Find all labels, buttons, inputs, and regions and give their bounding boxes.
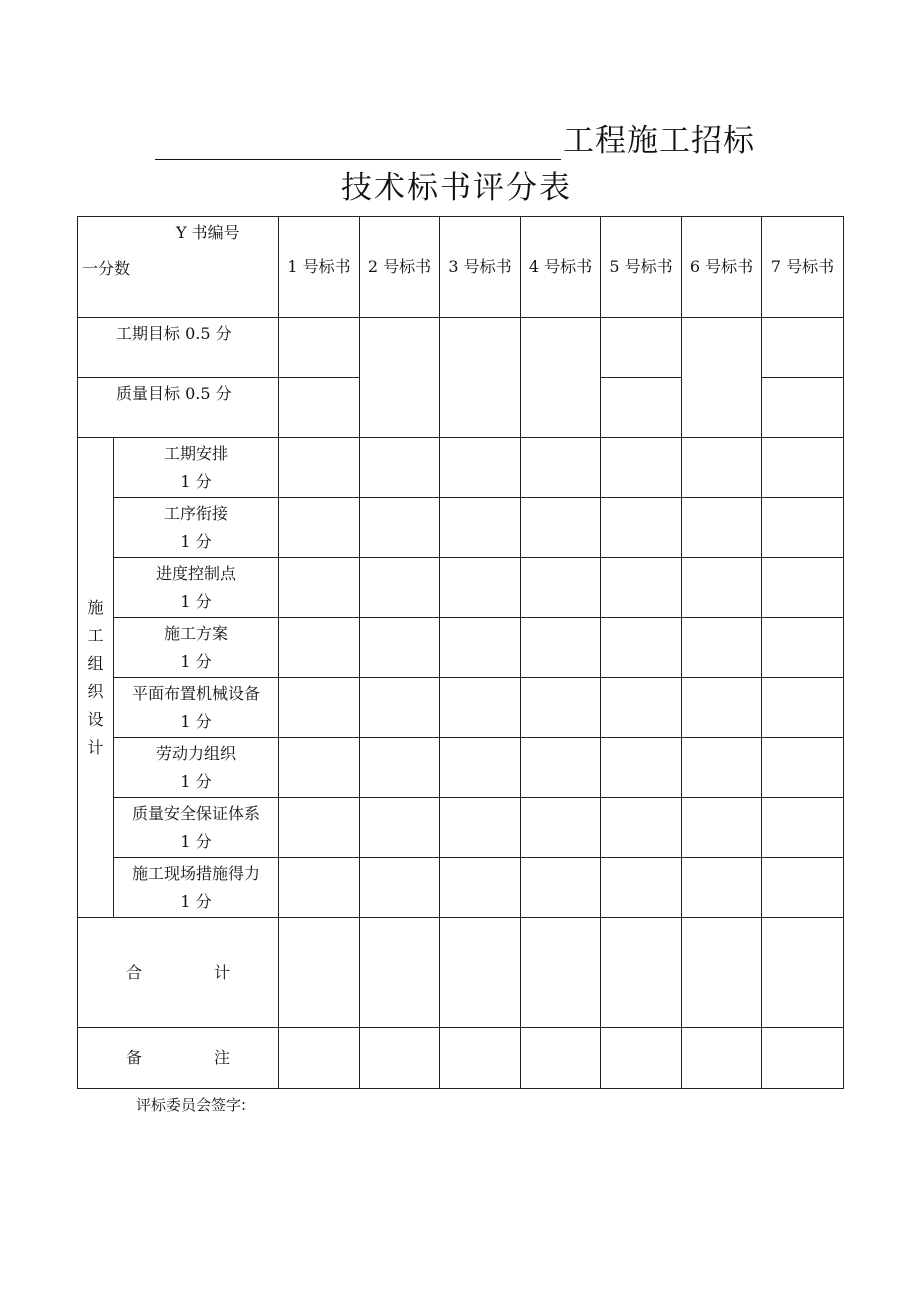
score-cell[interactable] <box>682 438 762 498</box>
item-label: 平面布置机械设备 1 分 <box>114 678 279 738</box>
score-cell[interactable] <box>601 858 682 918</box>
score-cell[interactable] <box>279 558 360 618</box>
score-cell[interactable] <box>762 738 844 798</box>
score-cell[interactable] <box>682 318 762 438</box>
score-cell[interactable] <box>521 558 601 618</box>
item-row <box>78 618 844 678</box>
score-cell[interactable] <box>440 858 521 918</box>
title-suffix: 工程施工招标 <box>563 123 755 159</box>
score-cell[interactable] <box>521 318 601 438</box>
item-row <box>78 858 844 918</box>
total-cell[interactable] <box>279 918 360 1028</box>
score-cell[interactable] <box>360 318 440 438</box>
score-cell[interactable] <box>762 618 844 678</box>
score-cell[interactable] <box>440 318 521 438</box>
bid-header: 6 号标书 <box>682 217 762 318</box>
score-cell[interactable] <box>601 678 682 738</box>
score-cell[interactable] <box>440 438 521 498</box>
total-cell[interactable] <box>440 918 521 1028</box>
remark-label: 备 注 <box>78 1028 279 1089</box>
score-cell[interactable] <box>521 858 601 918</box>
score-cell[interactable] <box>682 498 762 558</box>
score-cell[interactable] <box>279 378 360 438</box>
score-cell[interactable] <box>762 678 844 738</box>
group-label-construction-design: 施 工 组 织 设 计 <box>78 438 114 918</box>
item-row <box>78 738 844 798</box>
score-cell[interactable] <box>360 678 440 738</box>
score-cell[interactable] <box>762 558 844 618</box>
score-cell[interactable] <box>521 498 601 558</box>
bid-header: 1 号标书 <box>279 217 360 318</box>
total-row <box>78 918 844 1028</box>
document-title <box>155 115 920 159</box>
remark-cell[interactable] <box>279 1028 360 1089</box>
score-cell[interactable] <box>682 618 762 678</box>
bid-header: 2 号标书 <box>360 217 440 318</box>
score-cell[interactable] <box>762 498 844 558</box>
remark-cell[interactable] <box>440 1028 521 1089</box>
score-cell[interactable] <box>521 618 601 678</box>
score-cell[interactable] <box>521 738 601 798</box>
committee-signature-label: 评标委员会签字: <box>136 1096 247 1114</box>
item-row <box>78 798 844 858</box>
item-label: 施工现场措施得力 1 分 <box>114 858 279 918</box>
score-cell[interactable] <box>279 618 360 678</box>
score-cell[interactable] <box>360 858 440 918</box>
score-cell[interactable] <box>601 558 682 618</box>
item-row <box>78 678 844 738</box>
score-cell[interactable] <box>601 738 682 798</box>
score-cell[interactable] <box>521 438 601 498</box>
total-cell[interactable] <box>521 918 601 1028</box>
score-cell[interactable] <box>360 438 440 498</box>
bid-header: 5 号标书 <box>601 217 682 318</box>
score-cell[interactable] <box>440 498 521 558</box>
score-cell[interactable] <box>440 798 521 858</box>
score-cell[interactable] <box>360 498 440 558</box>
total-cell[interactable] <box>601 918 682 1028</box>
score-cell[interactable] <box>440 738 521 798</box>
score-cell[interactable] <box>279 678 360 738</box>
item-row <box>78 438 844 498</box>
item-label: 质量安全保证体系 1 分 <box>114 798 279 858</box>
score-cell[interactable] <box>279 798 360 858</box>
score-cell[interactable] <box>762 438 844 498</box>
score-cell[interactable] <box>601 378 682 438</box>
score-cell[interactable] <box>762 798 844 858</box>
score-cell[interactable] <box>682 558 762 618</box>
schedule-target-label: 工期目标 0.5 分 <box>78 318 279 378</box>
score-cell[interactable] <box>521 678 601 738</box>
remark-cell[interactable] <box>521 1028 601 1089</box>
score-cell[interactable] <box>682 738 762 798</box>
score-cell[interactable] <box>279 498 360 558</box>
remark-cell[interactable] <box>601 1028 682 1089</box>
score-cell[interactable] <box>360 738 440 798</box>
score-cell[interactable] <box>682 858 762 918</box>
item-label: 施工方案 1 分 <box>114 618 279 678</box>
score-cell[interactable] <box>279 738 360 798</box>
score-cell[interactable] <box>360 798 440 858</box>
total-cell[interactable] <box>762 918 844 1028</box>
score-cell[interactable] <box>360 618 440 678</box>
target-row-schedule <box>78 318 844 378</box>
score-cell[interactable] <box>601 438 682 498</box>
total-cell[interactable] <box>682 918 762 1028</box>
score-cell[interactable] <box>521 798 601 858</box>
score-cell[interactable] <box>762 858 844 918</box>
total-label: 合 计 <box>78 918 279 1028</box>
remark-row <box>78 1028 844 1089</box>
corner-bottom-label: 一分数 <box>82 259 131 278</box>
item-row <box>78 498 844 558</box>
score-cell[interactable] <box>440 678 521 738</box>
score-cell[interactable] <box>682 798 762 858</box>
item-label: 工序衔接 1 分 <box>114 498 279 558</box>
header-row <box>78 217 844 318</box>
score-cell[interactable] <box>440 558 521 618</box>
corner-top-label: Y 书编号 <box>176 223 240 242</box>
project-name-blank[interactable] <box>155 129 561 160</box>
document-subtitle: 技术标书评分表 <box>341 170 572 206</box>
bid-header: 3 号标书 <box>440 217 521 318</box>
remark-cell[interactable] <box>360 1028 440 1089</box>
corner-header-cell <box>78 217 279 318</box>
score-cell[interactable] <box>279 858 360 918</box>
score-cell[interactable] <box>279 438 360 498</box>
quality-target-label: 质量目标 0.5 分 <box>78 378 279 438</box>
score-cell[interactable] <box>601 498 682 558</box>
item-label: 劳动力组织 1 分 <box>114 738 279 798</box>
total-cell[interactable] <box>360 918 440 1028</box>
remark-cell[interactable] <box>682 1028 762 1089</box>
score-cell[interactable] <box>601 618 682 678</box>
remark-cell[interactable] <box>762 1028 844 1089</box>
score-cell[interactable] <box>279 318 360 378</box>
score-cell[interactable] <box>360 558 440 618</box>
score-cell[interactable] <box>762 378 844 438</box>
item-row <box>78 558 844 618</box>
bid-header: 7 号标书 <box>762 217 844 318</box>
score-cell[interactable] <box>762 318 844 378</box>
score-cell[interactable] <box>682 678 762 738</box>
bid-header: 4 号标书 <box>521 217 601 318</box>
score-cell[interactable] <box>601 798 682 858</box>
item-label: 进度控制点 1 分 <box>114 558 279 618</box>
scoring-table <box>77 216 844 1089</box>
score-cell[interactable] <box>601 318 682 378</box>
item-label: 工期安排 1 分 <box>114 438 279 498</box>
score-cell[interactable] <box>440 618 521 678</box>
